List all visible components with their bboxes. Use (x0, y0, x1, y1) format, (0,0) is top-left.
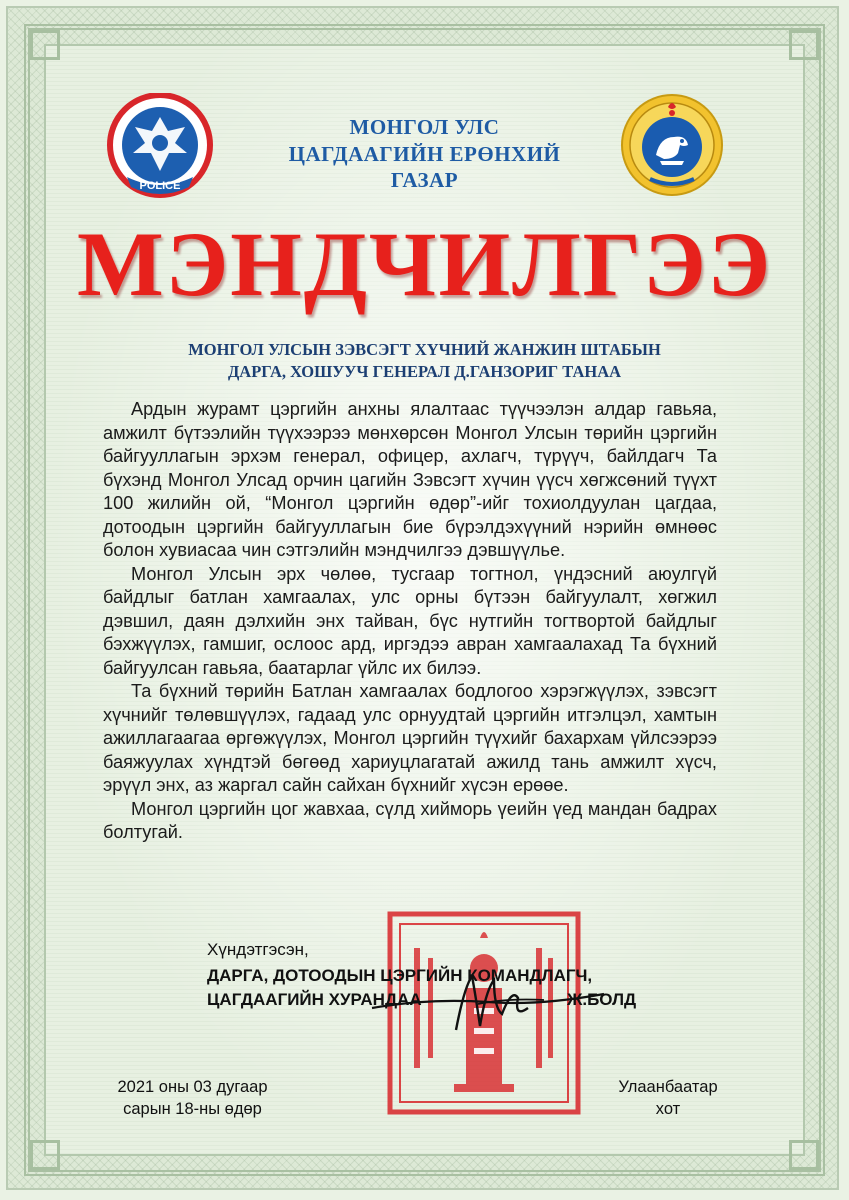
place-block (598, 1076, 738, 1120)
header-line-3: ГАЗАР (390, 168, 459, 192)
date-line-1: 2021 оны 03 дугаар (117, 1078, 268, 1096)
body-paragraph-1: Ардын журамт цэргийн анхны ялалтаас түүчээлэн алдар гавьяа, амжилт бүтээлийн түүхээрээ мөнхөрсөн Монгол Улсын төрийн цэргийн байгууллагын эрхэм генерал, офицер, ахлагч, түрүүч, байлдагч Та бүхэнд Монгол Улсад орчин цагийн Зэвсэгт хүчин үүсч хөгжсөний түүхт 100 жилийн ой, “Монгол цэргийн өдөр”-ийг тохиолдуулан цагдаа, дотоодын цэргийн байгууллагын бие бүрэлдэхүүний нэрийн өмнөөс болон хувиасаа чин сэтгэлийн мэндчилгээ дэвшүүлье. (103, 399, 717, 560)
header-line-2: ЦАГДААГИЙН ЕРӨНХИЙ (288, 142, 561, 166)
regards-text: Хүндэтгэсэн, (207, 940, 309, 959)
body-paragraph-3: Та бүхний төрийн Батлан хамгаалах бодлогоо хэрэгжүүлэх, зэвсэгт хүчнийг төлөвшүүлэх, гадаад улс орнуудтай цэргийн итгэлцэл, хамтын ажиллагаагаа өргөжүүлэх, Монгол цэргийн түүхийг бахархам үйлсээрээ баяжуулах хүндтэй бөгөөд хариуцлагатай ажилд тань амжилт хүсч, эрүүл энх, аз жаргал сайн сайхан бүхнийг хүсэн ерөөе. (103, 681, 717, 795)
corner-ornament (789, 30, 819, 60)
signer-name: Ж.БОЛД (567, 990, 637, 1009)
greeting-body (103, 398, 717, 845)
addressee-line-2: ДАРГА, ХОШУУЧ ГЕНЕРАЛ Д.ГАНЗОРИГ ТАНАА (227, 362, 622, 381)
handwritten-signature (368, 968, 608, 1038)
corner-ornament (30, 1140, 60, 1170)
body-paragraph-4: Монгол цэргийн цог жавхаа, сүлд хийморь үеийн үед мандан бадрах болтугай. (103, 798, 717, 842)
place-line-1: Улаанбаатар (618, 1078, 718, 1096)
corner-ornament (30, 30, 60, 60)
date-block (100, 1076, 285, 1120)
corner-ornament (789, 1140, 819, 1170)
mongolia-emblem-icon (620, 93, 724, 197)
body-paragraph-2: Монгол Улсын эрх чөлөө, тусгаар тогтнол, үндэсний аюулгүй байдлыг батлан хамгаалах, улс орны бүтээн байгуулалт, хөгжил дэвшил, даян дэлхийн энх тайван, бүс нутгийн тогтвортой байдлыг бэхжүүлэх, гамшиг, ослоос ард, иргэдээ авран хамгаалахад Та бүхний байгуулсан гавьяа, баатарлаг үйлс их билээ. (103, 563, 717, 678)
header-line-1: МОНГОЛ УЛС (349, 115, 500, 139)
police-garuda-emblem-icon (105, 93, 215, 199)
date-line-2: сарын 18-ны өдөр (123, 1100, 262, 1118)
signer-title-line-1: ДАРГА, ДОТООДЫН ЦЭРГИЙН КОМАНДЛАГЧ, (207, 966, 593, 985)
page-title: МЭНДЧИЛГЭЭ (76, 213, 773, 315)
signer-title-line-2: ЦАГДААГИЙН ХУРАНДАА (207, 990, 422, 1009)
place-line-2: хот (655, 1100, 681, 1118)
addressee-line-1: МОНГОЛ УЛСЫН ЗЭВСЭГТ ХҮЧНИЙ ЖАНЖИН ШТАБЫН (188, 340, 661, 359)
police-logo-text: POLICE (139, 180, 181, 192)
